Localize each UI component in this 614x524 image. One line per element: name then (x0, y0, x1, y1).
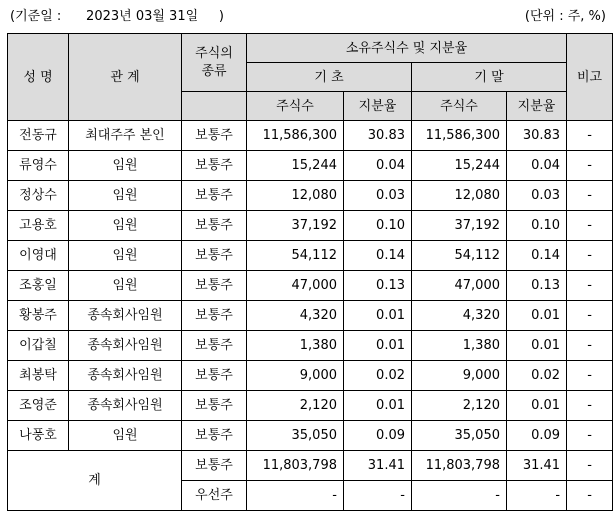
row-begin-ratio: 0.09 (344, 421, 412, 451)
row-note: - (567, 241, 613, 271)
row-relation: 종속회사임원 (69, 301, 182, 331)
col-header-relation: 관 계 (69, 34, 182, 121)
table-caption (0, 0, 614, 28)
row-stock-type: 보통주 (182, 391, 247, 421)
col-header-name: 성 명 (8, 34, 69, 121)
total-begin-ratio: - (344, 481, 412, 511)
col-header-begin-shares: 주식수 (247, 92, 344, 121)
row-relation: 최대주주 본인 (69, 121, 182, 151)
row-begin-shares: 1,380 (247, 331, 344, 361)
total-note: - (567, 481, 613, 511)
row-begin-shares: 47,000 (247, 271, 344, 301)
row-name: 최봉탁 (8, 361, 69, 391)
row-relation: 임원 (69, 181, 182, 211)
row-name: 조홍일 (8, 271, 69, 301)
row-end-ratio: 0.02 (507, 361, 567, 391)
row-relation: 종속회사임원 (69, 331, 182, 361)
row-relation: 종속회사임원 (69, 391, 182, 421)
row-note: - (567, 391, 613, 421)
row-relation: 임원 (69, 421, 182, 451)
row-end-shares: 47,000 (412, 271, 507, 301)
row-begin-ratio: 0.13 (344, 271, 412, 301)
row-end-ratio: 0.10 (507, 211, 567, 241)
row-begin-shares: 12,080 (247, 181, 344, 211)
row-end-ratio: 0.01 (507, 301, 567, 331)
col-header-end-shares: 주식수 (412, 92, 507, 121)
col-header-stock-type: 주식의 종류 (182, 34, 247, 92)
row-relation: 임원 (69, 271, 182, 301)
total-begin-ratio: 31.41 (344, 451, 412, 481)
row-note: - (567, 121, 613, 151)
base-date: (기준일 : 2023년 03월 31일 ) (10, 9, 224, 24)
row-end-ratio: 30.83 (507, 121, 567, 151)
row-note: - (567, 211, 613, 241)
row-begin-ratio: 0.10 (344, 211, 412, 241)
row-begin-shares: 4,320 (247, 301, 344, 331)
row-note: - (567, 331, 613, 361)
row-end-shares: 35,050 (412, 421, 507, 451)
row-begin-shares: 2,120 (247, 391, 344, 421)
row-begin-ratio: 0.01 (344, 391, 412, 421)
table-row (8, 391, 613, 421)
row-end-shares: 12,080 (412, 181, 507, 211)
col-header-stock-type-cont (182, 92, 247, 121)
col-header-begin-ratio: 지분율 (344, 92, 412, 121)
col-header-end-ratio: 지분율 (507, 92, 567, 121)
row-end-ratio: 0.04 (507, 151, 567, 181)
row-end-ratio: 0.03 (507, 181, 567, 211)
total-end-shares: - (412, 481, 507, 511)
row-end-ratio: 0.01 (507, 391, 567, 421)
row-end-shares: 54,112 (412, 241, 507, 271)
row-stock-type: 보통주 (182, 181, 247, 211)
row-begin-ratio: 0.01 (344, 331, 412, 361)
table-row (8, 331, 613, 361)
row-end-shares: 9,000 (412, 361, 507, 391)
row-name: 정상수 (8, 181, 69, 211)
row-stock-type: 보통주 (182, 121, 247, 151)
total-end-ratio: 31.41 (507, 451, 567, 481)
row-stock-type: 보통주 (182, 331, 247, 361)
table-row (8, 241, 613, 271)
row-relation: 임원 (69, 241, 182, 271)
total-type: 보통주 (182, 451, 247, 481)
col-header-group: 소유주식수 및 지분율 (247, 34, 567, 63)
table-row (8, 271, 613, 301)
row-begin-shares: 54,112 (247, 241, 344, 271)
row-name: 이영대 (8, 241, 69, 271)
total-end-ratio: - (507, 481, 567, 511)
row-relation: 임원 (69, 211, 182, 241)
row-end-shares: 4,320 (412, 301, 507, 331)
row-note: - (567, 151, 613, 181)
row-name: 류영수 (8, 151, 69, 181)
col-header-begin: 기 초 (247, 63, 412, 92)
row-begin-ratio: 0.04 (344, 151, 412, 181)
row-end-ratio: 0.01 (507, 331, 567, 361)
row-note: - (567, 271, 613, 301)
table-row (8, 151, 613, 181)
row-stock-type: 보통주 (182, 361, 247, 391)
row-stock-type: 보통주 (182, 151, 247, 181)
row-stock-type: 보통주 (182, 211, 247, 241)
row-begin-ratio: 0.14 (344, 241, 412, 271)
row-name: 이갑칠 (8, 331, 69, 361)
total-note: - (567, 451, 613, 481)
row-name: 황봉주 (8, 301, 69, 331)
total-end-shares: 11,803,798 (412, 451, 507, 481)
row-end-shares: 11,586,300 (412, 121, 507, 151)
row-begin-shares: 37,192 (247, 211, 344, 241)
row-begin-ratio: 0.02 (344, 361, 412, 391)
row-end-shares: 15,244 (412, 151, 507, 181)
unit-label: (단위 : 주, %) (524, 9, 606, 24)
row-note: - (567, 421, 613, 451)
table-row (8, 421, 613, 451)
row-begin-shares: 11,586,300 (247, 121, 344, 151)
row-relation: 임원 (69, 151, 182, 181)
row-name: 나풍호 (8, 421, 69, 451)
row-note: - (567, 181, 613, 211)
shareholding-table (7, 33, 613, 511)
row-end-shares: 37,192 (412, 211, 507, 241)
row-name: 고용호 (8, 211, 69, 241)
table-row (8, 361, 613, 391)
row-name: 조영준 (8, 391, 69, 421)
row-begin-ratio: 0.01 (344, 301, 412, 331)
row-begin-shares: 15,244 (247, 151, 344, 181)
table-row (8, 181, 613, 211)
row-end-shares: 1,380 (412, 331, 507, 361)
table-row (8, 121, 613, 151)
row-relation: 종속회사임원 (69, 361, 182, 391)
total-begin-shares: 11,803,798 (247, 451, 344, 481)
col-header-note: 비고 (567, 34, 613, 121)
total-label: 계 (8, 451, 182, 511)
row-note: - (567, 361, 613, 391)
total-begin-shares: - (247, 481, 344, 511)
row-begin-ratio: 0.03 (344, 181, 412, 211)
table-row (8, 211, 613, 241)
row-end-shares: 2,120 (412, 391, 507, 421)
row-note: - (567, 301, 613, 331)
total-type: 우선주 (182, 481, 247, 511)
row-begin-ratio: 30.83 (344, 121, 412, 151)
row-end-ratio: 0.13 (507, 271, 567, 301)
row-stock-type: 보통주 (182, 301, 247, 331)
row-begin-shares: 9,000 (247, 361, 344, 391)
row-stock-type: 보통주 (182, 271, 247, 301)
row-stock-type: 보통주 (182, 241, 247, 271)
row-name: 전동규 (8, 121, 69, 151)
row-begin-shares: 35,050 (247, 421, 344, 451)
row-stock-type: 보통주 (182, 421, 247, 451)
col-header-end: 기 말 (412, 63, 567, 92)
row-end-ratio: 0.14 (507, 241, 567, 271)
table-row (8, 301, 613, 331)
row-end-ratio: 0.09 (507, 421, 567, 451)
